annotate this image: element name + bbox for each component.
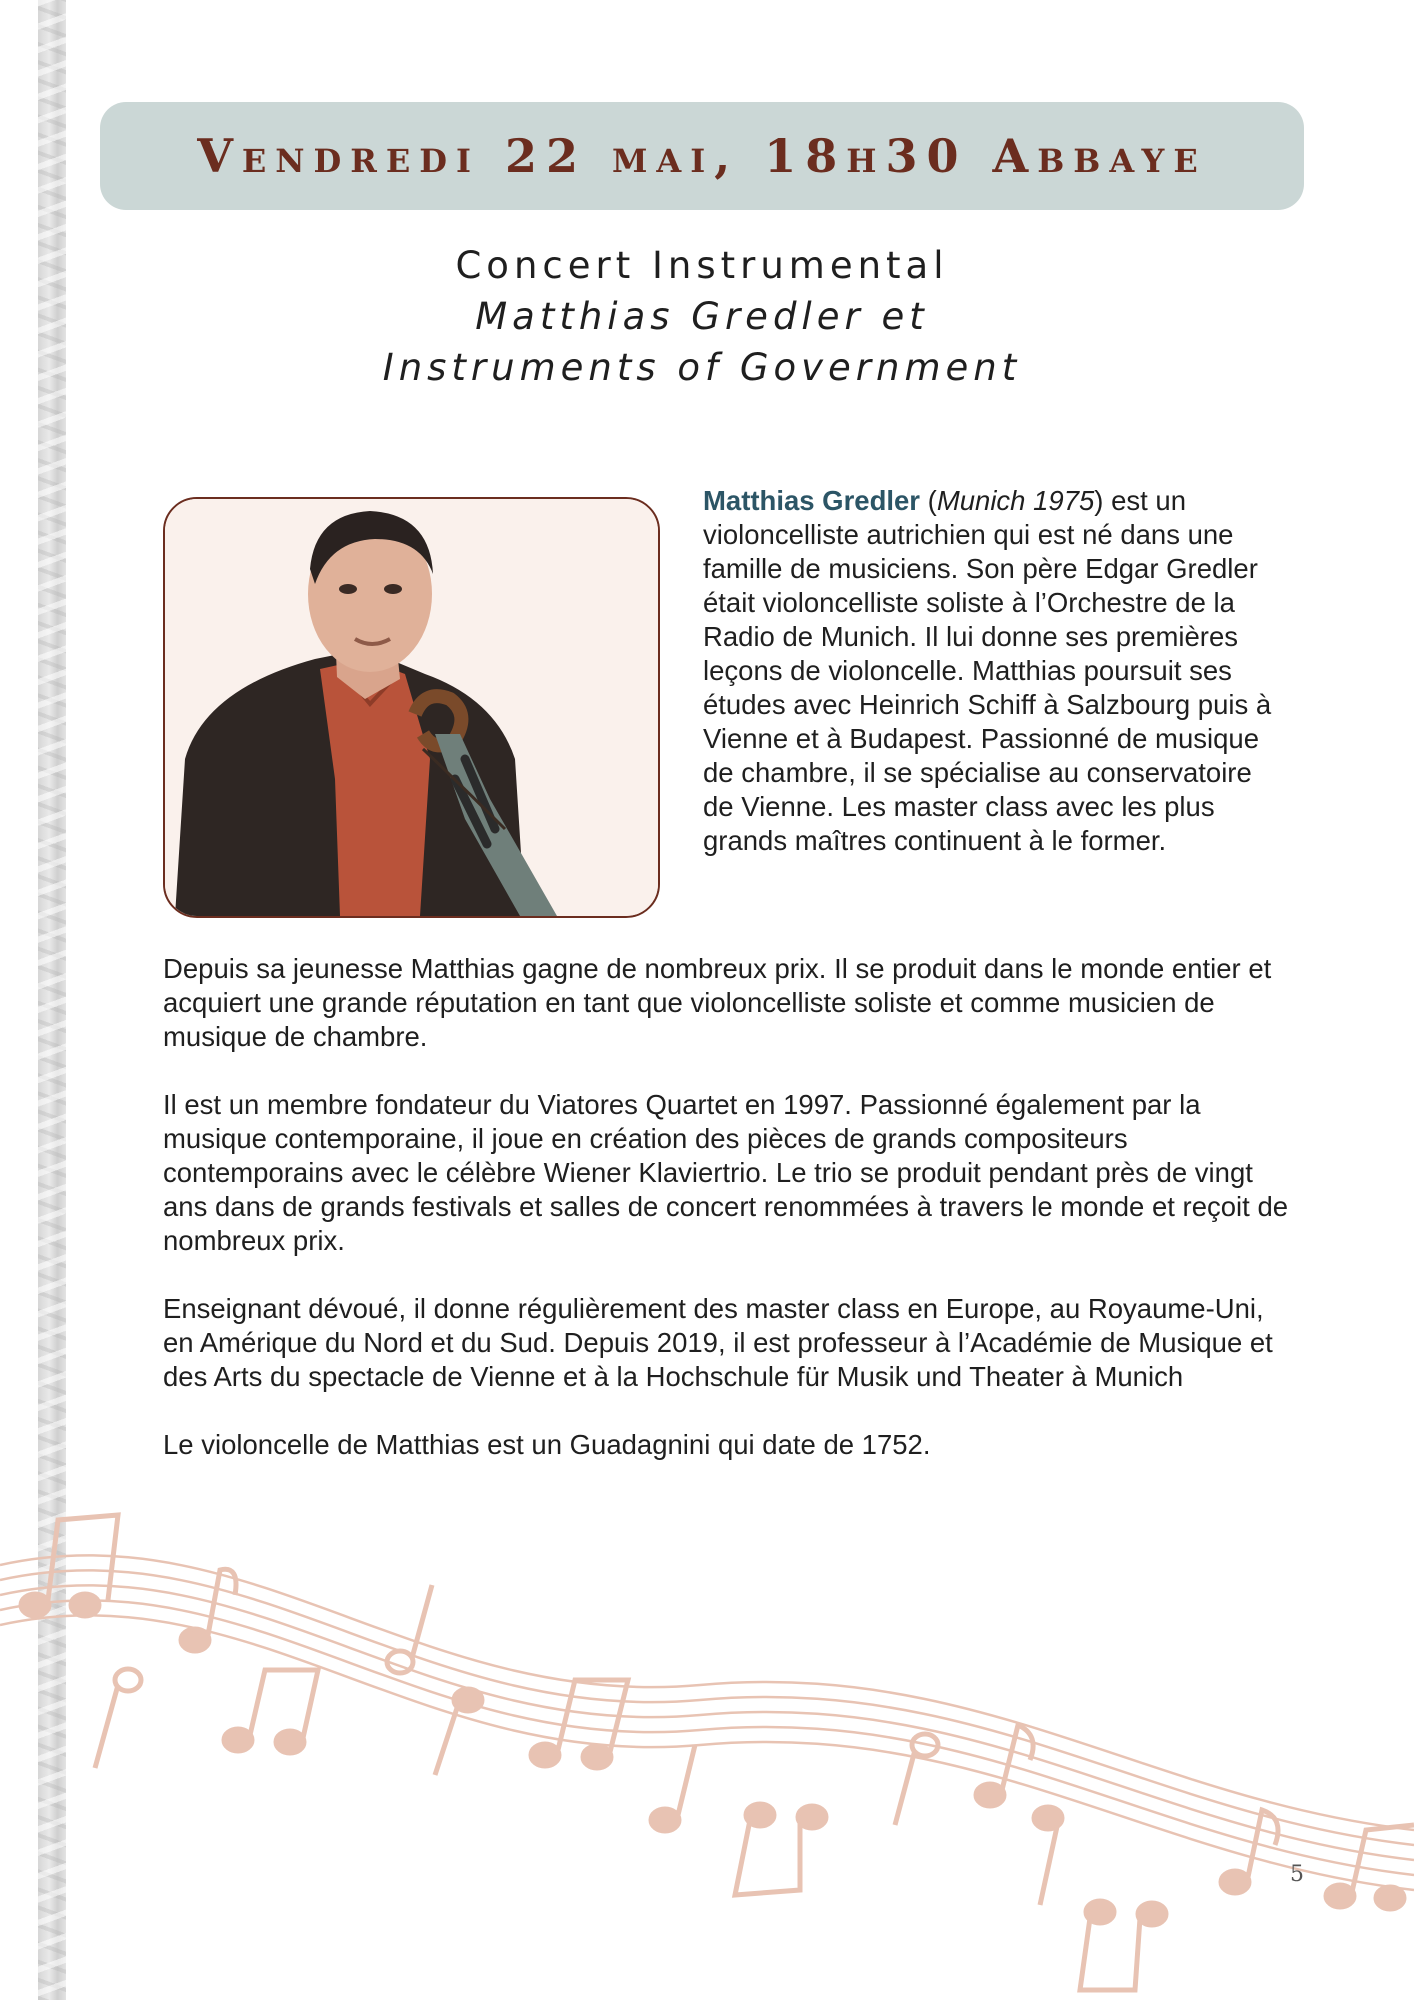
performer-line: Matthias Gredler et (475, 295, 929, 338)
paragraph-prizes: Depuis sa jeunesse Matthias gagne de nombreux prix. Il se produit dans le monde entier et acquiert une grande réputation en tant que violoncelliste soliste et comme musicien de musique de chambre. (163, 953, 1272, 1052)
concert-subtitle (200, 240, 1204, 393)
header-banner (100, 102, 1304, 210)
open-paren: ( (920, 485, 937, 516)
performer-name: Matthias Gredler (703, 485, 921, 516)
page-number: 5 (1290, 1862, 1304, 1887)
paragraph-teaching: Enseignant dévoué, il donne régulièrement des master class en Europe, au Royaume-Uni, en Amérique du Nord et du Sud. Depuis 2019, il est professeur à l’Académie de Musique et des Arts du spectacle de Vienne et à la Hochschule für Musik und Theater à Munich (163, 1293, 1273, 1392)
birth-info: Munich 1975 (936, 485, 1095, 516)
event-date-title: Vendredi 22 mai, 18h30 Abbaye (197, 129, 1207, 183)
portrait-cellist-icon (165, 499, 658, 916)
biography-body (163, 952, 1293, 1496)
concert-type: Concert Instrumental (455, 244, 949, 287)
paragraph-quartet: Il est un membre fondateur du Viatores Quartet en 1997. Passionné également par la musique contemporaine, il joue en création des pièces de grands compositeurs contemporains avec le célèbre Wiener Klaviertrio. Le trio se produit pendant près de vingt ans dans de grands festivals et salles de concert renommées à travers le monde et reçoit de nombreux prix. (163, 1089, 1289, 1256)
music-staff-icon (0, 1500, 1414, 2000)
intro-paragraph (703, 484, 1283, 858)
paragraph-instrument: Le violoncelle de Matthias est un Guadagnini qui date de 1752. (163, 1429, 931, 1460)
performer-photo (163, 497, 660, 918)
intro-text: ) est un violoncelliste autrichien qui est né dans une famille de musiciens. Son père Edgar Gredler était violoncelliste soliste à l’Orchestre de la Radio de Munich. Il lui donne ses premières leçons de violoncelle. Matthias poursuit ses études avec Heinrich Schiff à Salzbourg puis à Vienne et à Budapest. Passionné de musique de chambre, il se spécialise au conservatoire de Vienne. Les master class avec les plus grands maîtres continuent à le former. (703, 485, 1272, 856)
ensemble-line: Instruments of Government (382, 346, 1022, 389)
